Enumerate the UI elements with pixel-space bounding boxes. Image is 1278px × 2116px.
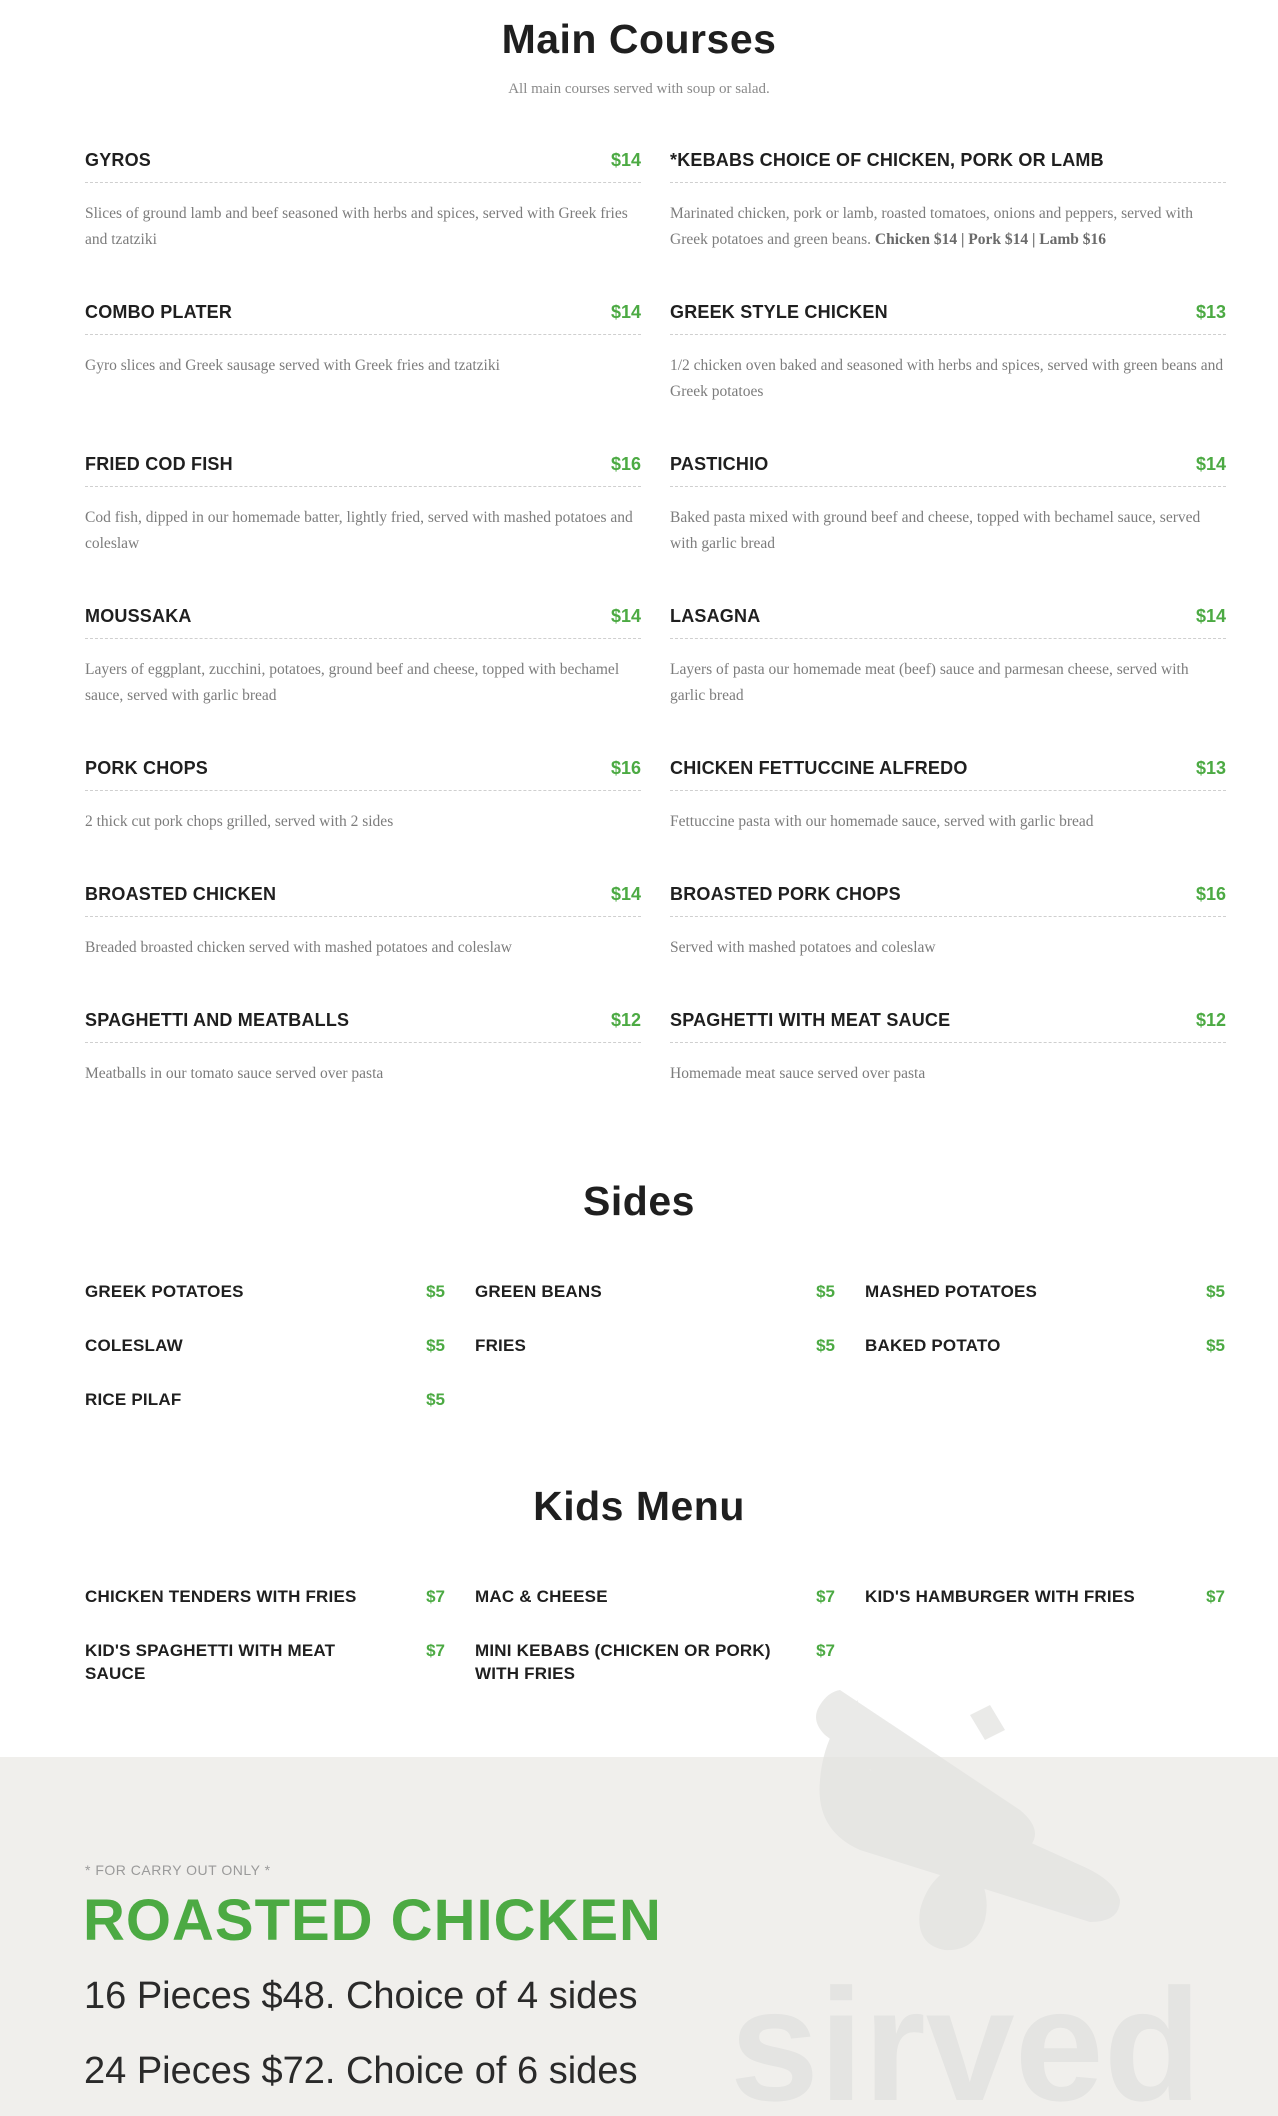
carry-out-note: * FOR CARRY OUT ONLY * [85,1862,271,1878]
item-name: LASAGNA [670,606,761,626]
item-name: FRIED COD FISH [85,454,233,474]
item-name: GREEK POTATOES [85,1282,244,1301]
item-name: *KEBABS CHOICE OF CHICKEN, PORK OR LAMB [670,150,1104,170]
item-name: RICE PILAF [85,1390,182,1409]
item-price: $14 [610,606,641,626]
item-name: KID'S HAMBURGER WITH FRIES [865,1587,1135,1606]
item-price: $14 [610,302,641,322]
item-description: Homemade meat sauce served over pasta [670,1065,926,1082]
item-price: $7 [426,1641,445,1660]
item-description: Layers of pasta our homemade meat (beef) sauce and parmesan cheese, served with garlic bread [670,661,1189,704]
item-price-options: Chicken $14 | Pork $14 | Lamb $16 [874,231,1107,248]
item-price: $14 [610,150,641,170]
item-price: $16 [610,454,641,474]
item-price: $5 [1206,1336,1225,1355]
item-price: $16 [610,758,641,778]
item-name: GYROS [85,150,152,170]
sides-title: Sides [583,1178,695,1224]
main-courses-title: Main Courses [501,16,777,62]
item-name: FRIES [475,1336,527,1355]
item-price: $14 [610,884,641,904]
menu-item [85,606,641,709]
item-name: SPAGHETTI AND MEATBALLS [85,1010,350,1030]
menu-item [670,150,1226,253]
menu-item [670,302,1226,405]
item-price: $7 [816,1587,835,1606]
item-price: $5 [816,1282,835,1301]
item-description: Breaded broasted chicken served with mashed potatoes and coleslaw [85,939,512,956]
item-name: MAC & CHEESE [475,1587,608,1606]
item-price: $13 [1195,302,1226,322]
item-description: Baked pasta mixed with ground beef and cheese, topped with bechamel sauce, served with garlic bread [670,509,1201,552]
item-price: $7 [426,1587,445,1606]
menu-item [85,454,641,557]
item-name: BAKED POTATO [865,1336,1001,1355]
item-price: $7 [816,1641,835,1660]
side-item [865,1334,1225,1357]
item-price: $5 [426,1336,445,1355]
kids-item [475,1639,835,1685]
item-price: $5 [426,1282,445,1301]
item-name: COMBO PLATER [85,302,233,322]
menu-item [670,758,1226,835]
item-price: $12 [1195,1010,1226,1030]
main-courses-subtitle: All main courses served with soup or salad. [508,81,770,97]
kids-item [475,1585,835,1608]
item-price: $7 [1206,1587,1225,1606]
item-description: 2 thick cut pork chops grilled, served with 2 sides [85,813,394,830]
menu-item [85,150,641,253]
item-price: $16 [1195,884,1226,904]
item-price: $5 [426,1390,445,1409]
item-price: $12 [610,1010,641,1030]
side-item [475,1334,835,1357]
item-description: Meatballs in our tomato sauce served over pasta [85,1065,384,1082]
menu-item [670,1010,1226,1087]
side-item [85,1388,445,1411]
carry-out-section [0,1757,1278,2116]
item-name: CHICKEN TENDERS WITH FRIES [85,1587,357,1606]
item-name: PORK CHOPS [85,758,209,778]
item-name: KID'S SPAGHETTI WITH MEAT SAUCE [85,1641,336,1683]
offer-24-pieces: 24 Pieces $72. Choice of 6 sides [84,2050,638,2092]
item-description: Fettuccine pasta with our homemade sauce, served with garlic bread [670,813,1094,830]
side-item [85,1280,445,1303]
kids-menu-title: Kids Menu [533,1483,745,1529]
side-item [85,1334,445,1357]
menu-item [85,758,641,835]
item-description: Layers of eggplant, zucchini, potatoes, ground beef and cheese, topped with bechamel sauce, served with garlic bread [85,661,620,704]
side-item [475,1280,835,1303]
item-description [670,201,1226,253]
menu-item [670,454,1226,557]
item-price: $13 [1195,758,1226,778]
menu-item [85,1010,641,1087]
item-price: $5 [816,1336,835,1355]
menu-item [670,884,1226,961]
item-description-text: Marinated chicken, pork or lamb, roasted tomatoes, onions and peppers, served with Greek potatoes and green beans. [670,205,1193,248]
kids-item [85,1585,445,1608]
item-name: CHICKEN FETTUCCINE ALFREDO [670,758,968,778]
menu-item [85,302,641,379]
item-name: SPAGHETTI WITH MEAT SAUCE [670,1010,951,1030]
item-name: MINI KEBABS (CHICKEN OR PORK) WITH FRIES [475,1641,771,1683]
menu-item [85,884,641,961]
side-item [865,1280,1225,1303]
item-name: GREEN BEANS [475,1282,602,1301]
item-name: MOUSSAKA [85,606,192,626]
kids-item [865,1585,1225,1608]
item-name: BROASTED CHICKEN [85,884,277,904]
item-description: Cod fish, dipped in our homemade batter, lightly fried, served with mashed potatoes and coleslaw [85,509,633,552]
roasted-chicken-title: ROASTED CHICKEN [83,1888,662,1953]
offer-16-pieces: 16 Pieces $48. Choice of 4 sides [84,1975,638,2017]
item-description: Slices of ground lamb and beef seasoned with herbs and spices, served with Greek fries and tzatziki [85,205,628,248]
item-price: $14 [1195,454,1226,474]
item-name: PASTICHIO [670,454,769,474]
menu-item [670,606,1226,709]
item-name: BROASTED PORK CHOPS [670,884,901,904]
item-price: $14 [1195,606,1226,626]
item-price: $5 [1206,1282,1225,1301]
sirved-wordmark: sirved [730,1955,1202,2116]
item-name: COLESLAW [85,1336,183,1355]
item-description: Served with mashed potatoes and coleslaw [670,939,936,956]
item-name: MASHED POTATOES [865,1282,1038,1301]
item-description: Gyro slices and Greek sausage served with Greek fries and tzatziki [85,357,500,374]
item-name: GREEK STYLE CHICKEN [670,302,888,322]
kids-item [85,1639,445,1685]
item-description: 1/2 chicken oven baked and seasoned with herbs and spices, served with green beans and Greek potatoes [670,357,1224,400]
